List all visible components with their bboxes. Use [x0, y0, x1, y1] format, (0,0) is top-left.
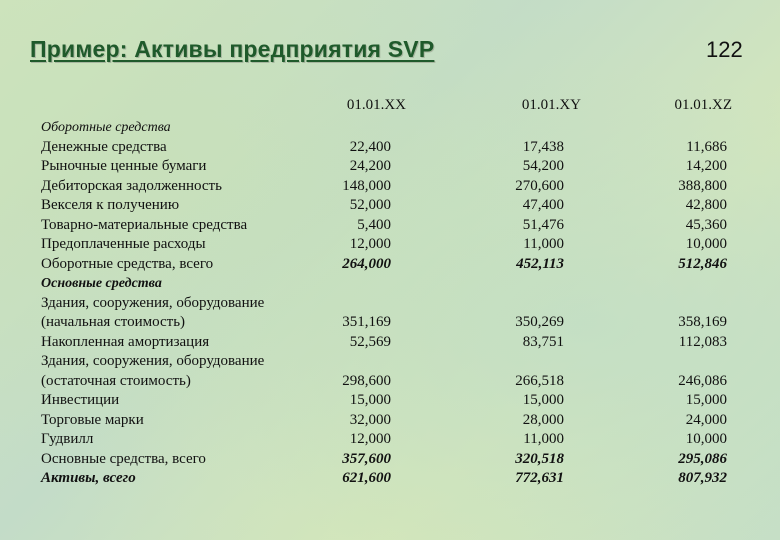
cell-value: 5,400 — [357, 216, 391, 233]
table-row — [41, 372, 741, 392]
row-label: (остаточная стоимость) — [41, 372, 191, 389]
row-label: Оборотные средства — [41, 120, 171, 135]
page-title: Пример: Активы предприятия SVP — [30, 36, 435, 62]
cell-value: 24,200 — [349, 158, 391, 174]
cell-value: 148,000 — [342, 177, 391, 194]
table-row — [41, 294, 741, 314]
table-row — [41, 352, 741, 372]
cell-value: 270,600 — [515, 177, 564, 194]
cell-value: 295,086 — [678, 450, 727, 467]
cell-value: 47,400 — [522, 197, 564, 213]
cell-value: 351,169 — [342, 314, 391, 330]
column-header-1: 01.01.XX — [346, 97, 406, 113]
row-label: Оборотные средства, всего — [41, 255, 214, 272]
cell-value: 14,200 — [685, 158, 727, 174]
cell-value: 32,000 — [349, 411, 391, 428]
table-row — [41, 157, 741, 177]
cell-value: 807,932 — [678, 470, 727, 486]
cell-value: 11,000 — [523, 236, 564, 252]
row-label: Денежные средства — [41, 138, 167, 155]
cell-value: 11,000 — [523, 431, 564, 447]
assets-table — [41, 118, 741, 489]
row-label: Основные средства — [41, 276, 162, 291]
row-label: Рыночные ценные бумаги — [41, 158, 207, 174]
table-row — [41, 469, 741, 489]
row-label: Товарно-материальные средства — [41, 216, 248, 233]
row-label: Основные средства, всего — [41, 450, 206, 467]
cell-value: 28,000 — [522, 411, 564, 428]
table-row — [41, 450, 741, 470]
cell-value: 388,800 — [678, 177, 727, 194]
cell-value: 452,113 — [516, 255, 564, 272]
row-label: Здания, сооружения, оборудование — [41, 294, 265, 311]
row-label: Дебиторская задолженность — [41, 177, 222, 194]
row-label: Здания, сооружения, оборудование — [41, 353, 265, 369]
cell-value: 11,686 — [686, 138, 727, 155]
table-row — [41, 391, 741, 411]
cell-value: 12,000 — [349, 236, 391, 252]
row-label: Предоплаченные расходы — [41, 236, 206, 252]
row-label: Активы, всего — [41, 470, 136, 486]
table-row — [41, 216, 741, 236]
column-header-2: 01.01.XY — [521, 97, 581, 113]
cell-value: 264,000 — [342, 255, 391, 272]
cell-value: 112,083 — [678, 333, 727, 350]
cell-value: 512,846 — [678, 255, 727, 272]
cell-value: 45,360 — [685, 216, 727, 233]
cell-value: 24,000 — [685, 411, 727, 428]
cell-value: 15,000 — [522, 392, 564, 408]
table-row — [41, 196, 741, 216]
cell-value: 15,000 — [349, 392, 391, 408]
row-label: Инвестиции — [41, 392, 120, 408]
cell-value: 357,600 — [342, 450, 391, 467]
table-row — [41, 274, 741, 294]
cell-value: 12,000 — [349, 431, 391, 447]
cell-value: 15,000 — [685, 392, 727, 408]
cell-value: 54,200 — [522, 158, 564, 174]
cell-value: 246,086 — [678, 372, 727, 389]
row-label: Векселя к получению — [41, 197, 180, 213]
cell-value: 320,518 — [515, 450, 564, 467]
cell-value: 42,800 — [685, 197, 727, 213]
table-row — [41, 430, 741, 450]
cell-value: 52,000 — [349, 197, 391, 213]
cell-value: 17,438 — [522, 138, 564, 155]
cell-value: 358,169 — [678, 314, 727, 330]
cell-value: 772,631 — [515, 470, 564, 486]
cell-value: 10,000 — [685, 236, 727, 252]
cell-value: 621,600 — [342, 470, 391, 486]
page-number: 122 — [706, 37, 743, 62]
table-row — [41, 118, 741, 138]
cell-value: 266,518 — [515, 372, 564, 389]
table-row — [41, 313, 741, 333]
cell-value: 298,600 — [342, 372, 391, 389]
row-label: Гудвилл — [41, 431, 94, 447]
cell-value: 83,751 — [522, 333, 564, 350]
table-row — [41, 333, 741, 353]
table-row — [41, 177, 741, 197]
cell-value: 350,269 — [515, 314, 564, 330]
cell-value: 51,476 — [522, 216, 564, 233]
cell-value: 22,400 — [349, 138, 391, 155]
row-label: Торговые марки — [41, 411, 144, 428]
table-row — [41, 138, 741, 158]
cell-value: 52,569 — [349, 333, 391, 350]
table-row — [41, 235, 741, 255]
table-row — [41, 255, 741, 275]
row-label: Накопленная амортизация — [41, 333, 210, 350]
cell-value: 10,000 — [685, 431, 727, 447]
column-header-3: 01.01.XZ — [674, 97, 732, 113]
table-row — [41, 411, 741, 431]
row-label: (начальная стоимость) — [41, 314, 186, 330]
